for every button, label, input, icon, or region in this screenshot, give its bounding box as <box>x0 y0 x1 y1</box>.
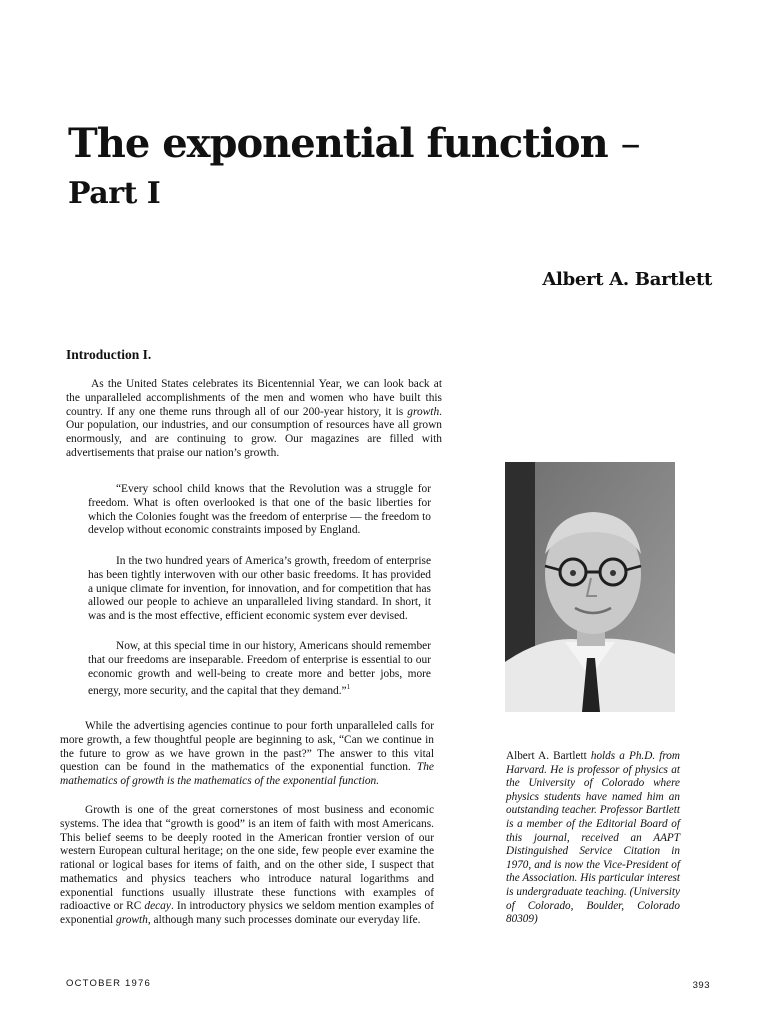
block-quote-1: “Every school child knows that the Revolution was a struggle for freedom. What is often overlooked is that one of the basic liberties for which the Colonies fought was the freedom of enterprise — the freedom to develop without economic constraints imposed by England. <box>88 483 431 537</box>
title-dash: – <box>620 121 640 167</box>
issue-date: OCTOBER 1976 <box>66 978 151 989</box>
author-portrait-photo <box>505 462 675 712</box>
author-name: Albert A. Bartlett <box>542 269 712 290</box>
article-title <box>68 118 688 170</box>
author-bio-caption <box>506 750 680 927</box>
body-paragraph-2 <box>60 720 434 789</box>
p3-emphasis-growth: growth <box>116 914 148 926</box>
quote3-text: Now, at this special time in our history, Americans should remember that our freedoms are inseparable. Freedom of enterprise is essential to our economic growth and well-being to create more and better jobs, more energy, more security, and the capital that they demand.” <box>88 640 431 698</box>
section-heading: Introduction I. <box>66 347 152 362</box>
caption-text: holds a Ph.D. from Harvard. He is professor of physics at the University of Colorado where physics students have named him an outstanding teacher. Professor Bartlett is a member of the Editorial Board of this journal, received an AAPT Distinguished Service Citation in 1970, and is now the Vice-President of the Association. His particular interest is undergraduate teaching. (University of Colorado, Boulder, Colorado 80309) <box>506 750 680 926</box>
p2-emphasis: The mathematics of growth is the mathematics of the exponential function. <box>60 761 434 787</box>
p1-emphasis: growth <box>407 405 440 418</box>
p1-text-a: As the United States celebrates its Bicentennial Year, we can look back at the unparalleled accomplishments of the men and women who have built this country. If any one theme runs through all of our 200-year history, it is <box>66 378 442 418</box>
p2-text-a: While the advertising agencies continue to pour forth unparalleled calls for more growth, a few thoughtful people are beginning to ask, “Can we continue in the future to grow as we have grown in the past?” The answer to this vital question can be found in the mathematics of the exponential function. <box>60 720 434 774</box>
portrait-illustration <box>505 462 675 712</box>
caption-author-name: Albert A. Bartlett <box>506 750 587 762</box>
block-quote-3 <box>88 640 431 699</box>
footnote-marker: 1 <box>346 683 351 692</box>
article-subtitle: Part I <box>68 176 161 211</box>
p3-text-a: Growth is one of the great cornerstones of most business and economic systems. The idea that “growth is good” is an item of faith with most Americans. This belief seems to be deeply rooted in the American frontier version of our western European cultural heritage; on the one side, few people ever examine the rational or logical bases for items of faith, and on the other side, I suspect that mathematics and physics teachers who introduce natural logarithms and exponential functions usually illustrate these functions with examples of radioactive or RC <box>60 804 434 913</box>
p3-text-b: . In introductory physics we seldom mention examples of exponential <box>60 900 434 926</box>
body-paragraph-3 <box>60 804 434 928</box>
block-quote-2: In the two hundred years of America’s growth, freedom of enterprise has been tightly interwoven with our other basic freedoms. It has provided a unique climate for invention, for innovation, and for competition that has allowed our people to achieve an unparalleled living standard. In short, it was and is the most effective, efficient economic system ever devised. <box>88 555 431 622</box>
p1-text-b: . Our population, our industries, and our consumption of resources have all grown enormously, and are continuing to grow. Our magazines are filled with advertisements that praise our nation’s growth. <box>66 405 442 459</box>
title-text: The exponential function <box>68 120 608 167</box>
body-paragraph-1 <box>66 378 442 461</box>
p3-text-c: , although many such processes dominate our everyday life. <box>147 914 421 926</box>
p3-emphasis-decay: decay <box>144 900 171 913</box>
page-number: 393 <box>692 980 710 991</box>
